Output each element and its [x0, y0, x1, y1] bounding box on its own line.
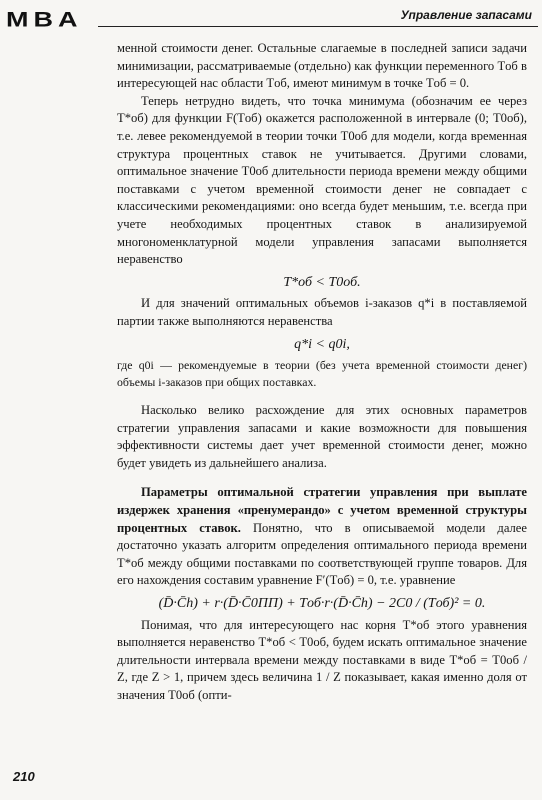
page-number: 210	[13, 769, 35, 784]
spacer	[117, 472, 527, 484]
page-body	[117, 40, 527, 705]
paragraph-7: Понимая, что для интересующего нас корня T*об этого уравнения выполняется неравенство T*об < T0об, будем искать оптимальное значение длительности интервала времени между поставками в виде T*об = T0об / Z, где Z > 1, причем здесь величина 1 / Z показывает, какая именно доля от значения T0об (опти-	[117, 617, 527, 702]
formula-inequality-t: T*об < T0об.	[283, 274, 361, 290]
spacer	[117, 390, 527, 402]
formula-inequality-q: q*i < q0i,	[294, 336, 350, 352]
paragraph-4: где q0i — рекомендуемые в теории (без учета временной стоимости денег) объемы i-заказов при общих поставках.	[117, 358, 527, 389]
paragraph-6-text: Понятно, что в описываемой модели далее достаточно указать алгоритм определения оптимального периода времени T*об между общими поставками по соответствующей группе товаров. Для его нахождения составим уравнение F′(Tоб) = 0, т.е. уравнение	[117, 520, 527, 588]
subheading: Параметры оптимальной стратегии управления при выплате издержек хранения «пренумерандо» с учетом временной структуры процентных ставок.	[117, 485, 527, 535]
mba-logo: MBA	[6, 8, 83, 32]
paragraph-2: Теперь нетрудно видеть, что точка минимума (обозначим ее через T*об) для функции F(Tоб) окажется расположенной в интервале (0; T0об), т.е. левее рекомендуемой в теории точки T0об для модели, когда временная структура процентных ставок не учитывается. Другими словами, оптимальное значение T0об длительности периода времени между общими поставками с учетом временной стоимости денег не совпадает с классическими рекомендациями: оно всегда будет меньшим, т.е. всегда при учете необходимых процентных ставок в анализируемой многономенклатурной модели управления запасами выполняется неравенство	[117, 93, 527, 267]
formula-equation: (D̄·C̄h) + r·(D̄·C̄0ПП) + Tоб·r·(D̄·C̄h) − 2C0 / (Tоб)² = 0.	[158, 596, 486, 612]
paragraph-1: менной стоимости денег. Остальные слагаемые в последней записи задачи минимизации, рассматриваемые (отдельно) как функции переменного Tоб в интересующей нас области Tоб, имеют минимум в точке Tоб = 0.	[117, 41, 527, 91]
section-title: Управление запасами	[400, 8, 532, 22]
paragraph-5: Насколько велико расхождение для этих основных параметров стратегии управления запасами и какие возможности для повышения эффективности системы дает учет временной стоимости денег, можно будет увидеть из дальнейшего анализа.	[117, 403, 527, 470]
paragraph-3: И для значений оптимальных объемов i-заказов q*i в поставляемой партии также выполняются неравенства	[117, 296, 527, 328]
paragraph-6	[117, 484, 527, 590]
page-header	[0, 0, 542, 40]
header-rule	[98, 26, 538, 27]
